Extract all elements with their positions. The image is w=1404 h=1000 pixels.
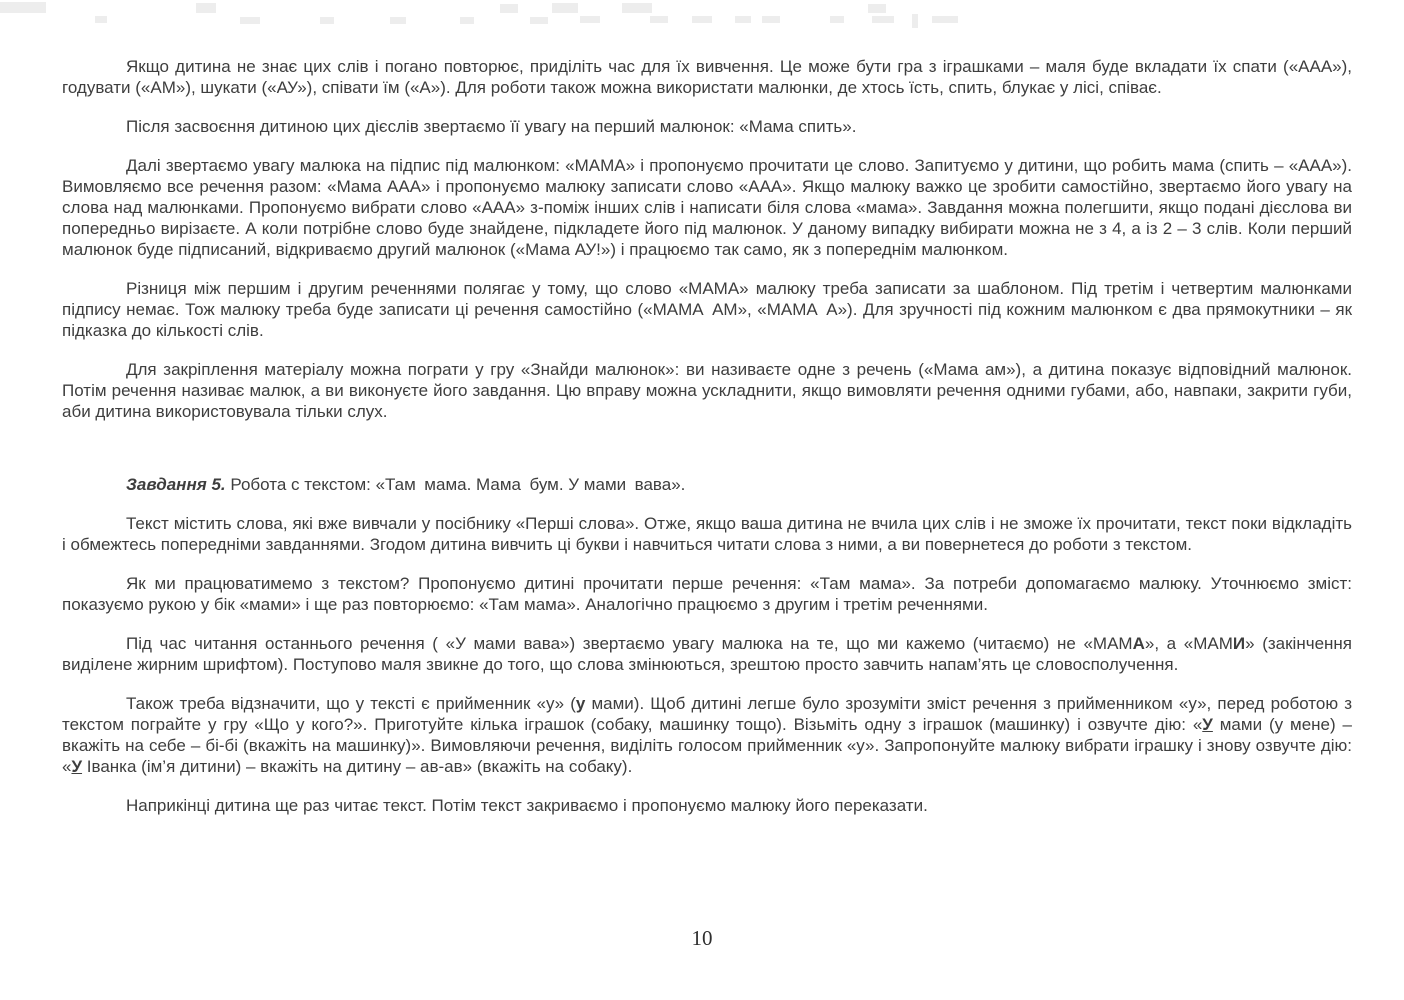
paragraph-first-picture <box>62 116 1352 137</box>
scan-mark <box>390 17 406 24</box>
text-run: », а «МАМ <box>1144 634 1233 653</box>
scan-mark <box>622 3 652 13</box>
text-run: У <box>1202 715 1213 734</box>
text-run: мами). Щоб дитині легше було зрозуміти зміст речення з прийменником «у», перед роботою з текстом пограйте у гру «Що у кого?». Приготуйте кілька іграшок (собаку, машинку тощо). Візьміть одну з іграшок (машинку) і озвучте дію: « <box>62 694 1353 734</box>
scan-mark <box>830 16 844 23</box>
text-run: Після засвоєння дитиною цих дієслів звертаємо її увагу на перший малюнок: «Мама спить». <box>126 117 857 136</box>
text-run: Робота с текстом: «Там мама. Мама бум. У мами вава». <box>225 475 686 494</box>
paragraph-task-5-heading <box>62 474 1352 495</box>
scan-mark <box>460 17 474 24</box>
text-run: мами (у мене) – вкажіть на себе – бі-бі (вкажіть на машинку)». Вимовляючи речення, виділіть голосом прийменник «у». Запропонуйте малюку вибрати іграшку і знову озвучте дію: « <box>62 715 1352 776</box>
scan-mark <box>196 3 216 13</box>
scan-mark <box>240 17 260 24</box>
scan-mark <box>552 3 578 13</box>
scan-mark <box>912 14 918 28</box>
page-number: 10 <box>691 926 713 950</box>
paragraph-last-sentence <box>62 633 1352 675</box>
scan-mark <box>650 16 668 23</box>
scan-mark <box>320 17 334 24</box>
paragraph-difference <box>62 278 1352 341</box>
paragraph-preposition-u <box>62 693 1352 777</box>
scan-artifacts <box>0 0 1404 30</box>
scan-mark <box>692 16 712 23</box>
paragraph-text-contains <box>62 513 1352 555</box>
text-run: Текст містить слова, які вже вивчали у посібнику «Перші слова». Отже, якщо ваша дитина не вчила цих слів і не зможе їх прочитати, текст поки відкладіть і обмежтесь попередніми завданнями. Згодом дитина вивчить ці букви і навчиться читати слова з ними, а ви повернетеся до роботи з текстом. <box>62 514 1352 554</box>
scan-mark <box>868 4 886 13</box>
scan-mark <box>735 16 751 23</box>
scan-mark <box>762 16 780 23</box>
text-run: Під час читання останнього речення ( «У мами вава») звертаємо увагу малюка на те, що ми кажемо (читаємо) не «МАМ <box>126 634 1133 653</box>
paragraph-how-we-work <box>62 573 1352 615</box>
scan-mark <box>872 16 894 23</box>
document-body <box>62 56 1352 834</box>
paragraph-caption-work <box>62 155 1352 260</box>
text-run: » (закінчення виділене жирним шрифтом). Поступово маля звикне до того, що слова змінюються, зрештою просто завчить напам’ять це словосполучення. <box>62 634 1353 674</box>
scan-mark <box>95 16 107 23</box>
text-run: Також треба відзначити, що у тексті є прийменник «у» ( <box>126 694 576 713</box>
paragraph-retell <box>62 795 1352 816</box>
scan-mark <box>0 2 46 13</box>
text-run: у <box>575 694 586 713</box>
text-run: Якщо дитина не знає цих слів і погано повторює, приділіть час для їх вивчення. Це може бути гра з іграшками – маля буде вкладати їх спати («ААА»), годувати («АМ»), шукати («АУ»), співати їм («А»). Для роботи також можна використати малюнки, де хтось їсть, спить, блукає у лісі, співає. <box>62 57 1352 97</box>
text-run: И <box>1232 634 1246 653</box>
paragraph-game-find-picture <box>62 359 1352 422</box>
text-run: Далі звертаємо увагу малюка на підпис під малюнком: «МАМА» і пропонуємо прочитати це слово. Запитуємо у дитини, що робить мама (спить – «ААА»). Вимовляємо все речення разом: «Мама ААА» і пропонуємо малюку записати слово «ААА». Якщо малюку важко це зробити самостійно, звертаємо його увагу на слова над малюнками. Пропонуємо вибрати слово «ААА» з-поміж інших слів і написати біля слова «мама». Завдання можна полегшити, якщо подані дієслова ви попередньо вирізаєте. А коли потрібне слово буде знайдене, підкладете його під малюнок. У даному випадку вибирати можна не з 4, а із 2 – 3 слів. Коли перший малюнок буде підписаний, відкриваємо другий малюнок («Мама АУ!») і працюємо так само, як з попереднім малюнком. <box>62 156 1352 259</box>
text-run: У <box>71 757 83 776</box>
text-run: Наприкінці дитина ще раз читає текст. Потім текст закриваємо і пропонуємо малюку його переказати. <box>126 796 928 815</box>
text-run: Різниця між першим і другим реченнями полягає у тому, що слово «МАМА» малюку треба записати за шаблоном. Під третім і четвертим малюнками підпису немає. Тож малюку треба буде записати ці речення самостійно («МАМА АМ», «МАМА А»). Для зручності під кожним малюнком є два прямокутники – як підказка до кількості слів. <box>62 279 1352 340</box>
text-run: Для закріплення матеріалу можна пограти у гру «Знайди малюнок»: ви називаєте одне з речень («Мама ам»), а дитина показує відповідний малюнок. Потім речення називає малюк, а ви виконуєте його завдання. Цю вправу можна ускладнити, якщо вимовляти речення одними губами, або, навпаки, закрити губи, аби дитина використовувала тільки слух. <box>62 360 1352 421</box>
text-run: А <box>1132 634 1145 653</box>
scan-mark <box>932 16 958 23</box>
scan-mark <box>580 16 600 23</box>
paragraph-intro-words <box>62 56 1352 98</box>
scan-mark <box>530 17 548 24</box>
text-run: Як ми працюватимемо з текстом? Пропонуємо дитині прочитати перше речення: «Там мама». За потреби допомагаємо малюку. Уточнюємо зміст: показуємо рукою у бік «мами» і ще раз повторюємо: «Там мама». Аналогічно працюємо з другим і третім реченнями. <box>62 574 1352 614</box>
text-run: Іванка (ім’я дитини) – вкажіть на дитину – ав-ав» (вкажіть на собаку). <box>82 757 633 776</box>
scan-mark <box>500 4 518 13</box>
text-run: Завдання 5. <box>126 475 226 494</box>
